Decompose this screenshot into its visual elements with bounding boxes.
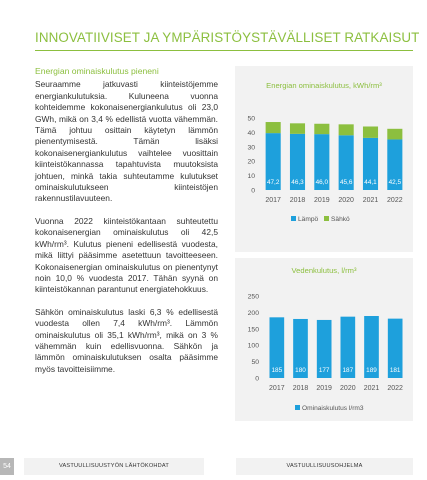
x-tick-label: 2018 bbox=[289, 197, 306, 204]
data-label: 185 bbox=[271, 367, 283, 374]
y-tick-label: 50 bbox=[251, 359, 259, 367]
footer-section-link-right[interactable]: VASTUULLISUUSOHJELMA bbox=[236, 458, 413, 475]
bar-secondary bbox=[363, 126, 378, 137]
bar-secondary bbox=[387, 129, 402, 140]
y-tick-label: 150 bbox=[247, 326, 259, 334]
data-label: 45,6 bbox=[339, 179, 353, 186]
x-tick-label: 2022 bbox=[387, 385, 403, 392]
water-chart-panel bbox=[235, 258, 413, 421]
x-tick-label: 2019 bbox=[316, 385, 332, 392]
energy-intensity-chart bbox=[235, 66, 413, 252]
data-label: 189 bbox=[366, 367, 377, 374]
y-tick-label: 0 bbox=[251, 187, 255, 195]
data-label: 177 bbox=[318, 367, 330, 374]
x-tick-label: 2018 bbox=[292, 385, 309, 392]
bar-secondary bbox=[314, 124, 329, 134]
data-label: 46,0 bbox=[315, 179, 329, 186]
page-number: 54 bbox=[0, 458, 14, 475]
y-tick-label: 30 bbox=[247, 144, 255, 152]
section-heading: Energian ominaiskulutus pieneni bbox=[35, 66, 159, 76]
bar-secondary bbox=[339, 124, 354, 135]
data-label: 181 bbox=[389, 367, 401, 374]
y-tick-label: 0 bbox=[255, 375, 259, 383]
y-tick-label: 50 bbox=[247, 115, 255, 123]
legend-label: Sähkö bbox=[331, 216, 350, 223]
x-tick-label: 2020 bbox=[340, 385, 356, 392]
water-consumption-chart bbox=[235, 258, 413, 421]
data-label: 42,5 bbox=[388, 179, 402, 186]
paragraph-3: Sähkön ominaiskulutus laski 6,3 % edellisestä vuodesta ollen 7,4 kWh/rm³. Lämmön ominaiskulutus oli 35,1 kWh/rm³, mikä on 3 % vähemmän kuin edellisvuonna. Sähkön ja lämmön ominaiskulutuksen osalta pääsimme myös tavoitteisiimme. bbox=[35, 306, 218, 374]
y-tick-label: 10 bbox=[247, 173, 255, 181]
data-label: 44,1 bbox=[364, 179, 377, 186]
data-label: 180 bbox=[295, 367, 306, 374]
data-label: 187 bbox=[342, 367, 354, 374]
data-label: 46,3 bbox=[291, 179, 304, 186]
body-text-column bbox=[35, 66, 218, 386]
footer-section-link-left[interactable]: VASTUULLISUUSTYÖN LÄHTÖKOHDAT bbox=[24, 458, 204, 475]
legend-swatch bbox=[295, 405, 300, 410]
page-title: INNOVATIIVISET JA YMPÄRISTÖYSTÄVÄLLISET RATKAISUT bbox=[35, 30, 420, 45]
x-tick-label: 2017 bbox=[265, 197, 281, 204]
x-tick-label: 2020 bbox=[338, 197, 354, 204]
chart-title: Energian ominaiskulutus, kWh/rm³ bbox=[266, 81, 382, 90]
legend-swatch bbox=[324, 216, 329, 221]
y-tick-label: 200 bbox=[247, 309, 259, 317]
legend-label: Ominaiskulutus l/rm3 bbox=[302, 405, 364, 412]
y-tick-label: 20 bbox=[247, 158, 255, 166]
energy-chart-panel bbox=[235, 66, 413, 252]
y-tick-label: 100 bbox=[247, 342, 259, 350]
bar-secondary bbox=[266, 122, 281, 133]
chart-title: Vedenkulutus, l/rm³ bbox=[291, 266, 357, 275]
x-tick-label: 2017 bbox=[269, 385, 285, 392]
y-tick-label: 40 bbox=[247, 129, 255, 137]
data-label: 47,2 bbox=[266, 179, 280, 186]
title-divider bbox=[35, 50, 413, 51]
legend-swatch bbox=[291, 216, 296, 221]
x-tick-label: 2021 bbox=[363, 385, 380, 392]
x-tick-label: 2022 bbox=[387, 197, 403, 204]
y-tick-label: 250 bbox=[247, 293, 259, 301]
paragraph-2: Vuonna 2022 kiinteistökantaan suhteutettu kokonaisenergian ominaiskulutus oli 42,5 kWh/rm³. Kulutus pieneni edellisestä vuodesta, mikä liittyi pääsimme asetettuun tavoitteeseen. Kokonaisenergian ominaiskulutus on pienentynyt noin 10,0 % vuodesta 2017. Tähän syynä on kiinteistökannan parantunut energiatehokkuus. bbox=[35, 215, 218, 295]
x-tick-label: 2019 bbox=[314, 197, 330, 204]
bar-secondary bbox=[290, 123, 305, 134]
paragraph-1: Seuraamme jatkuvasti kiinteistöjemme energiankulutuksia. Kuluneena vuonna kohteidemme kokonaisenergiankulutus oli 23,0 GWh, mikä on 3,4 % edellistä vuotta vähemmän. Tämä johtuu osittain käytetyn lämmön pienentymisestä. Tämän lisäksi kokonaisenergiankulutus vaihtelee vuosittain kiinteistökannassa tapahtuvista muutoksista johtuen, minkä takia suhteutamme kulutukset ominaiskulutukseen kiinteistöjen rakennustilavuuteen. bbox=[35, 79, 218, 204]
legend-label: Lämpö bbox=[298, 216, 319, 223]
x-tick-label: 2021 bbox=[362, 197, 379, 204]
